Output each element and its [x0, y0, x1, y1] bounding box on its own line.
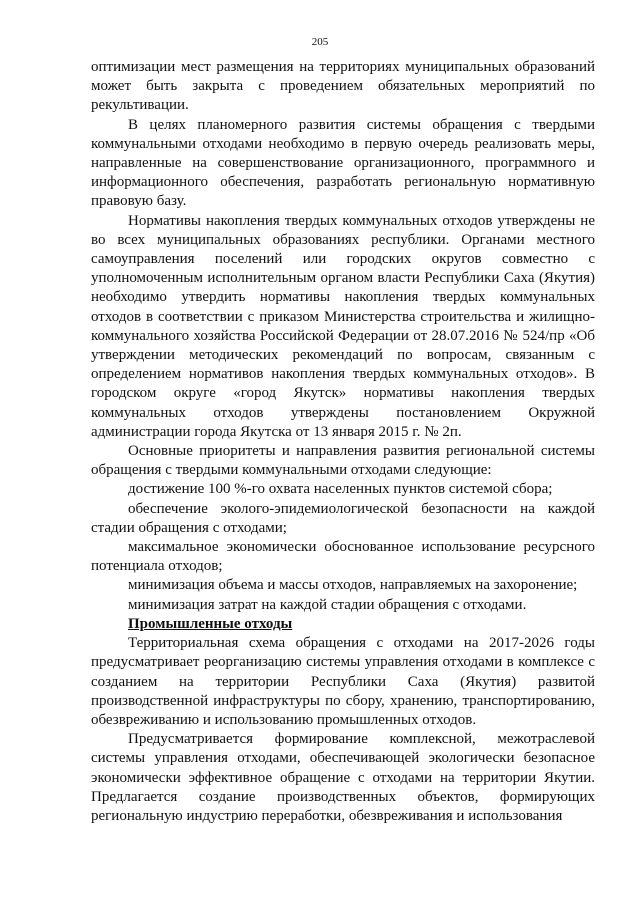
body-text	[91, 58, 595, 826]
priority-item: максимальное экономически обоснованное использование ресурсного потенциала отходов;	[91, 539, 595, 575]
paragraph-territorial-scheme: Территориальная схема обращения с отходами на 2017-2026 годы предусматривает реорганизацию системы управления отходами в комплексе с созданием на территории Республики Саха (Якутия) развитой производственной инфраструктуры по сбору, хранению, транспортированию, обезвреживанию и использованию промышленных отходов.	[91, 635, 595, 728]
priority-item: минимизация затрат на каждой стадии обращения с отходами.	[128, 596, 527, 613]
priority-item: минимизация объема и массы отходов, направляемых на захоронение;	[128, 577, 578, 594]
section-heading-industrial-waste: Промышленные отходы	[128, 615, 293, 632]
paragraph-continuation: оптимизации мест размещения на территориях муниципальных образований может быть закрыта с проведением обязательных мероприятий по рекультивации.	[91, 59, 595, 114]
paragraph-priorities-intro: Основные приоритеты и направления развития региональной системы обращения с твердыми коммунальными отходами следующие:	[91, 443, 595, 479]
paragraph-accumulation-norms: Нормативы накопления твердых коммунальных отходов утверждены не во всех муниципальных образованиях республики. Органами местного самоуправления поселений или городских округов совместно с уполномоченным исполнительным органом власти Республики Саха (Якутия) необходимо утвердить нормативы накопления твердых коммунальных отходов в соответствии с приказом Министерства строительства и жилищно-коммунального хозяйства Российской Федерации от 28.07.2016 № 524/пр «Об утверждении методических рекомендаций по вопросам, связанным с определением нормативов накопления твердых коммунальных отходов». В городском округе «город Якутск» нормативы накопления твердых коммунальных отходов утверждены постановлением Окружной администрации города Якутска от 13 января 2015 г. № 2п.	[91, 212, 595, 440]
paragraph-management-system: Предусматривается формирование комплексной, межотраслевой системы управления отходами, обеспечивающей экологически безопасное экономически эффективное обращение с отходами на территории Якутии. Предлагается создание производственных объектов, формирующих региональную индустрию переработки, обезвреживания и использования	[91, 731, 595, 824]
priority-item: достижение 100 %-го охвата населенных пунктов системой сбора;	[128, 481, 553, 498]
paragraph-planned-development: В целях планомерного развития системы обращения с твердыми коммунальными отходами необходимо в первую очередь реализовать меры, направленные на совершенствование организационного, программного и информационного обеспечения, разработать региональную нормативную правовую базу.	[91, 116, 595, 210]
page-number: 205	[311, 36, 329, 48]
priority-item: обеспечение эколого-эпидемиологической безопасности на каждой стадии обращения с отходами;	[91, 500, 595, 536]
